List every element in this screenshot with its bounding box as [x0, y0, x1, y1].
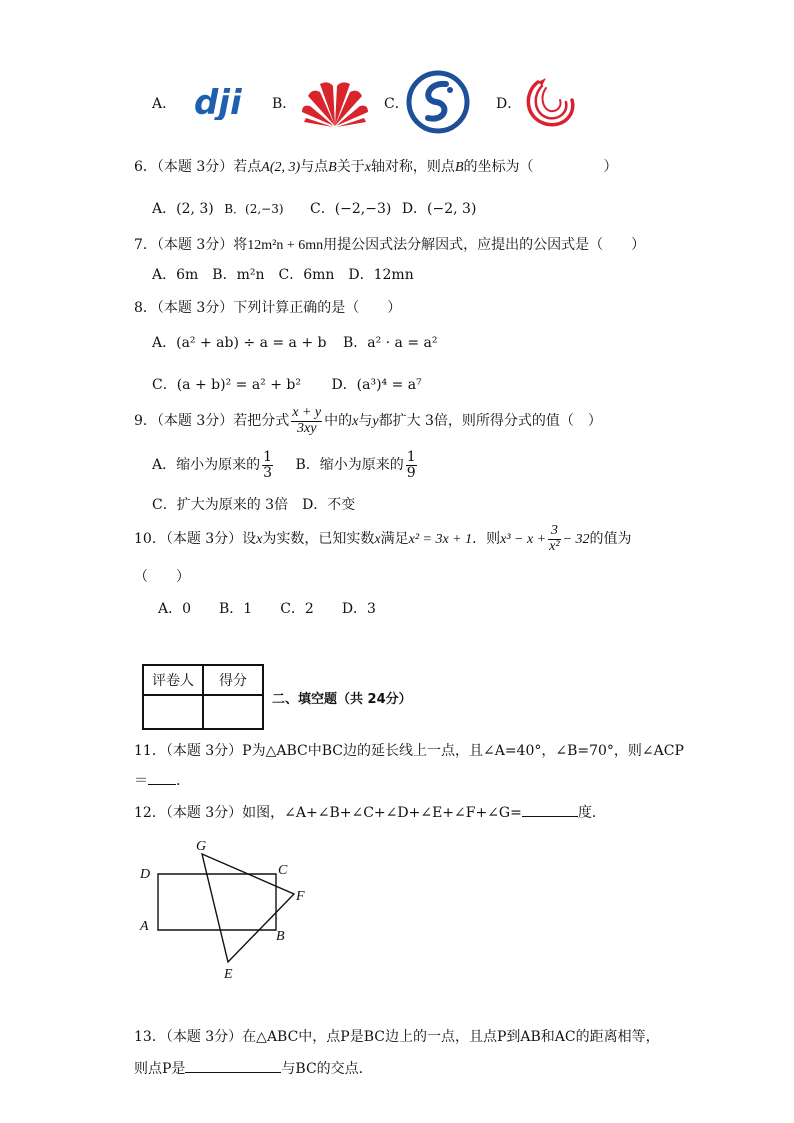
q9-fraction-num: x + y	[292, 405, 322, 420]
grader-cell: 评卷人	[143, 665, 203, 695]
q10-fraction	[548, 524, 560, 554]
q10-var-x1: x	[256, 532, 263, 548]
q10-fraction-num: 3	[548, 524, 560, 540]
question-8-options-row2	[152, 374, 422, 394]
q9-fraction	[291, 406, 322, 436]
score-blank-cell	[203, 695, 263, 729]
q6-option-c: C．(−2,−3)	[309, 201, 392, 217]
q12-answer-blank	[522, 802, 578, 817]
q6-option-a: A．(2, 3)	[152, 201, 214, 217]
option-a-label: A．	[152, 96, 177, 112]
q13-prefix: 则点P是	[134, 1061, 186, 1077]
dji-logo-text: dji	[194, 86, 242, 120]
q6-point-b2: B	[454, 160, 464, 175]
q6-point-b: B	[328, 160, 337, 175]
q9-option-a-num: 1	[263, 449, 273, 465]
q6-text-d: 轴对称，则点	[370, 159, 455, 175]
q9-option-b-num: 1	[406, 449, 416, 465]
question-9-options-row1	[152, 450, 419, 480]
q7-text-a: 7．（本题 3分）将	[134, 237, 248, 253]
question-13-line1: 13．（本题 3分）在△ABC中，点P是BC边上的一点，且点P到AB和AC的距离相等，	[134, 1029, 660, 1045]
q9-text-d: 都扩大 3倍，则所得分式的值（ ）	[378, 413, 602, 430]
huawei-logo	[300, 78, 370, 132]
question-11-line2	[134, 770, 190, 790]
score-cell: 得分	[203, 665, 263, 695]
q9-option-b-text: B．缩小为原来的	[295, 457, 404, 474]
q9-option-a-text: A．缩小为原来的	[152, 457, 261, 474]
label-e: E	[224, 967, 233, 982]
q7-expression: 12m²n + 6mn	[247, 238, 324, 253]
rectangle-dacb	[158, 874, 276, 930]
q10-text-c: 满足	[380, 531, 409, 548]
question-8-stem: 8．（本题 3分）下列计算正确的是（ ）	[134, 300, 402, 316]
q9-option-b-frac	[406, 450, 417, 480]
question-12-stem	[134, 802, 606, 822]
q9-option-a-frac	[262, 450, 273, 480]
question-7-stem	[134, 234, 645, 254]
q9-option-a-den: 3	[263, 464, 273, 481]
q6-option-b: B．(2,−3)	[224, 202, 284, 216]
score-table	[142, 664, 264, 730]
q13-suffix: 与BC的交点．	[281, 1061, 373, 1077]
label-b: B	[276, 929, 285, 944]
section-2-title: 二、填空题（共 24分）	[272, 692, 412, 707]
question-6-options	[152, 198, 476, 218]
q9-option-b-den: 9	[406, 464, 416, 481]
option-b-label: B．	[272, 96, 297, 112]
q9-text-a: 9．（本题 3分）若把分式	[134, 413, 290, 430]
q6-option-d: D．(−2, 3)	[401, 201, 477, 217]
circle-swirl-logo	[406, 70, 470, 138]
q9-text-c: 与	[358, 413, 373, 430]
phoenix-logo	[520, 74, 578, 134]
q9-text-b: 中的	[324, 413, 353, 430]
q6-text-b: 与点	[300, 159, 329, 175]
q10-text-b: 为实数，已知实数	[262, 531, 375, 548]
q11-answer-blank	[148, 770, 176, 785]
q10-text-e: 的值为	[589, 531, 632, 548]
q6-text-a: 6．（本题 3分）若点	[134, 159, 262, 175]
q11-suffix: ．	[176, 773, 190, 789]
q9-var-x: x	[352, 414, 359, 430]
q6-text-e: 的坐标为（ ）	[463, 159, 618, 175]
q6-axis: x	[364, 160, 371, 175]
grader-blank-cell	[143, 695, 203, 729]
q8-option-d: D．(a³)⁴ = a⁷	[331, 377, 422, 393]
question-9-options-row2: C．扩大为原来的 3倍 D．不变	[152, 497, 356, 513]
dji-logo	[192, 86, 264, 124]
q8-option-a: A．(a² + ab) ÷ a = a + b	[152, 335, 327, 351]
label-f: F	[296, 889, 305, 904]
q12-figure	[130, 832, 320, 982]
q9-fraction-den: 3xy	[296, 420, 317, 436]
q12-suffix: 度．	[577, 805, 606, 821]
q7-text-b: 用提公因式法分解因式，应提出的公因式是（ ）	[323, 237, 646, 253]
q10-expr-a: x³ − x +	[500, 532, 547, 548]
label-g: G	[196, 839, 207, 854]
question-10-paren: （ ）	[134, 569, 190, 585]
q9-var-y: y	[372, 414, 379, 430]
option-c-label: C．	[384, 96, 409, 112]
question-10-stem	[134, 524, 632, 554]
q13-answer-blank	[185, 1058, 281, 1073]
q8-option-c: C．(a + b)² = a² + b²	[152, 377, 301, 393]
q10-condition: x² = 3x + 1	[408, 532, 473, 548]
label-a: A	[140, 919, 149, 934]
label-d: D	[140, 867, 151, 882]
q6-point-a: A(2, 3)	[261, 160, 301, 175]
question-9-stem	[134, 406, 602, 436]
q8-option-b: B．a² · a = a²	[342, 335, 438, 351]
question-11-line1: 11．（本题 3分）P为△ABC中BC边的延长线上一点，且∠A=40°，∠B=70°，则∠ACP	[134, 743, 684, 759]
q11-prefix: ＝	[134, 773, 148, 789]
q10-fraction-den: x²	[549, 538, 560, 554]
question-7-options: A．6m B．m²n C．6mn D．12mn	[152, 267, 414, 283]
q10-var-x2: x	[374, 532, 381, 548]
question-13-line2	[134, 1058, 373, 1078]
q10-text-a: 10．（本题 3分）设	[134, 531, 257, 548]
q6-text-c: 关于	[336, 159, 365, 175]
q10-text-d: ．则	[472, 531, 501, 548]
question-10-options: A．0 B．1 C．2 D．3	[158, 601, 376, 617]
question-6-stem	[134, 156, 618, 176]
q10-expr-b: − 32	[562, 532, 590, 548]
q12-text: 12．（本题 3分）如图，∠A+∠B+∠C+∠D+∠E+∠F+∠G=	[134, 805, 522, 821]
option-d-label: D．	[496, 96, 522, 112]
question-8-options-row1	[152, 332, 437, 352]
label-c: C	[278, 863, 288, 878]
